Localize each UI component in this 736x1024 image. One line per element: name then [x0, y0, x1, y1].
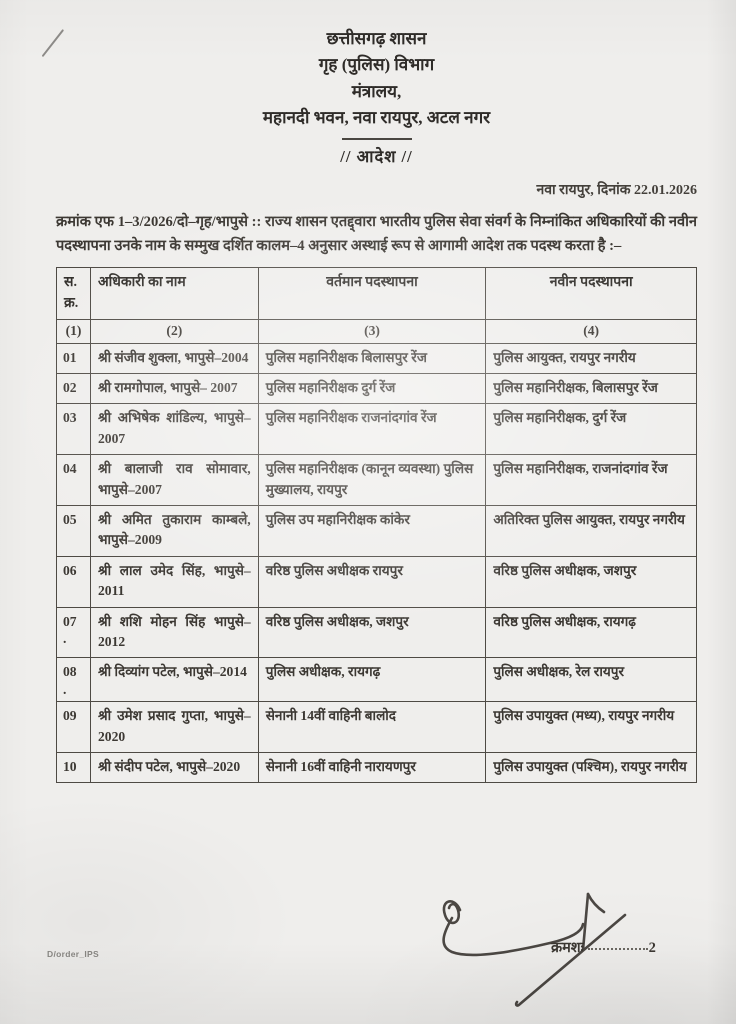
new-posting: अतिरिक्त पुलिस आयुक्त, रायपुर नगरीय: [486, 505, 697, 556]
place-and-date: नवा रायपुर, दिनांक 22.01.2026: [536, 182, 697, 198]
serial-number: 03: [63, 410, 77, 426]
continuation-label: क्रमशः: [551, 940, 584, 956]
serial-note: .: [63, 681, 67, 697]
order-title: // आदेश //: [340, 147, 413, 167]
serial-number: 02: [63, 380, 77, 395]
officer-row: [57, 404, 697, 455]
new-posting: वरिष्ठ पुलिस अधीक्षक, जशपुर: [486, 556, 697, 607]
officer-name: श्री शशि मोहन सिंह भापुसे– 2012: [90, 607, 258, 658]
serial-number: 10: [63, 759, 77, 775]
officer-name: श्री बालाजी राव सोमावार, भापुसे–2007: [90, 455, 258, 506]
new-posting: वरिष्ठ पुलिस अधीक्षक, रायगढ़: [486, 607, 697, 658]
ministry-line: मंत्रालय,: [351, 81, 402, 101]
letterhead-divider: [342, 138, 412, 140]
officer-name: श्री लाल उमेद सिंह, भापुसे–2011: [90, 556, 258, 607]
continuation-marker: [551, 937, 656, 957]
current-posting: पुलिस महानिरीक्षक राजनांदगांव रेंज: [258, 404, 486, 455]
current-posting: पुलिस महानिरीक्षक (कानून व्यवस्था) पुलिस मुख्यालय, रायपुर: [258, 455, 486, 506]
new-posting: पुलिस महानिरीक्षक, राजनांदगांव रेंज: [486, 455, 697, 506]
serial-number: 05: [63, 511, 77, 527]
serial-number: 01: [63, 349, 77, 365]
officer-row: [57, 607, 697, 658]
serial-number: 06: [63, 562, 77, 578]
new-posting: पुलिस महानिरीक्षक, दुर्ग रेंज: [486, 404, 697, 455]
order-paragraph: क्रमांक एफ 1–3/2026/दो–गृह/भापुसे :: राज्य शासन एतद्द्वारा भारतीय पुलिस सेवा संवर्ग के निम्नांकित अधिकारियों की नवीन पदस्थापना उनके नाम के सम्मुख दर्शित कालम–4 अनुसार अस्थाई रूप से आगामी आदेश तक पदस्थ करता है :–: [56, 213, 697, 254]
new-posting: पुलिस अधीक्षक, रेल रायपुर: [486, 658, 697, 702]
current-posting: पुलिस महानिरीक्षक बिलासपुर रेंज: [258, 343, 486, 373]
current-posting: सेनानी 16वीं वाहिनी नारायणपुर: [258, 753, 486, 783]
colnum-3: (3): [258, 320, 486, 343]
new-posting: पुलिस उपायुक्त (पश्चिम), रायपुर नगरीय: [486, 753, 697, 783]
officer-row: [57, 658, 697, 702]
colnum-1: (1): [57, 320, 91, 343]
officer-row: [57, 455, 697, 506]
current-posting: वरिष्ठ पुलिस अधीक्षक, जशपुर: [258, 607, 486, 658]
serial-number: 07: [63, 613, 77, 629]
officer-row: [57, 556, 697, 607]
col-header-serial: स. क्र.: [57, 268, 91, 320]
officer-row: [57, 343, 697, 373]
address-line: महानदी भवन, नवा रायपुर, अटल नगर: [262, 108, 491, 128]
officer-name: श्री संजीव शुक्ला, भापुसे–2004: [90, 343, 258, 373]
col-header-officer-name: अधिकारी का नाम: [90, 268, 258, 320]
government-name: छत्तीसगढ़ शासन: [326, 29, 427, 48]
table-header-row: [57, 268, 697, 320]
col-header-current-posting: वर्तमान पदस्थापना: [258, 268, 486, 320]
colnum-2: (2): [90, 320, 258, 343]
officer-name: श्री अभिषेक शांडिल्य, भापुसे–2007: [90, 404, 258, 455]
current-posting: पुलिस उप महानिरीक्षक कांकेर: [258, 505, 486, 556]
current-posting: वरिष्ठ पुलिस अधीक्षक रायपुर: [258, 556, 486, 607]
officer-row: [57, 374, 697, 404]
serial-number: 08: [63, 664, 77, 680]
current-posting: पुलिस महानिरीक्षक दुर्ग रेंज: [258, 374, 486, 404]
current-posting: पुलिस अधीक्षक, रायगढ़: [258, 658, 486, 702]
current-posting: सेनानी 14वीं वाहिनी बालोद: [258, 702, 486, 753]
colnum-4: (4): [486, 320, 697, 343]
serial-number: 04: [63, 461, 77, 477]
officer-row: [57, 702, 697, 753]
officer-name: श्री संदीप पटेल, भापुसे–2020: [90, 753, 258, 783]
new-posting: पुलिस आयुक्त, रायपुर नगरीय: [486, 343, 697, 373]
column-number-row: [57, 320, 697, 343]
officer-name: श्री रामगोपाल, भापुसे– 2007: [90, 374, 258, 404]
next-page-number: 2: [648, 940, 656, 956]
officers-transfer-table: [56, 267, 697, 783]
serial-number: 09: [63, 708, 77, 724]
officer-row: [57, 753, 697, 783]
dotted-leader: [588, 947, 648, 950]
col-header-new-posting: नवीन पदस्थापना: [486, 268, 697, 320]
officer-name: श्री उमेश प्रसाद गुप्ता, भापुसे–2020: [90, 702, 258, 753]
new-posting: पुलिस उपायुक्त (मध्य), रायपुर नगरीय: [486, 702, 697, 753]
department-name: गृह (पुलिस) विभाग: [318, 55, 435, 75]
officers-table-body: [57, 343, 697, 783]
serial-note: .: [63, 630, 67, 646]
officer-row: [57, 505, 697, 556]
signature-scribble: [408, 888, 640, 1012]
officer-name: श्री दिव्यांग पटेल, भापुसे–2014: [90, 658, 258, 702]
officer-name: श्री अमित तुकाराम काम्बले, भापुसे–2009: [90, 505, 258, 556]
file-reference: D/order_IPS: [47, 949, 99, 959]
new-posting: पुलिस महानिरीक्षक, बिलासपुर रेंज: [486, 374, 697, 404]
letterhead: [56, 26, 697, 170]
